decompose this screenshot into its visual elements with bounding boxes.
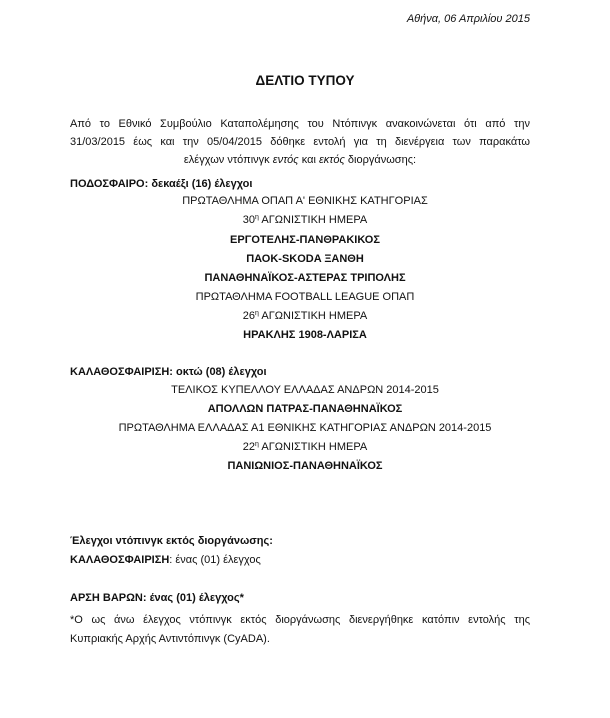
footnote-line-1: *Ο ως άνω έλεγχος ντόπινγκ εκτός διοργάνωσης διενεργήθηκε κατόπιν εντολής της [70, 614, 530, 626]
matchday-ordinal: η [255, 214, 259, 221]
matchday-number: 26 [242, 310, 256, 322]
basketball-cup: ΤΕΛΙΚΟΣ ΚΥΠΕΛΛΟΥ ΕΛΛΑΔΑΣ ΑΝΔΡΩΝ 2014-2015 [171, 384, 439, 396]
intro-emphasis-outside: εκτός [318, 154, 345, 166]
out-of-competition-heading: Έλεγχοι ντόπινγκ εκτός διοργάνωσης: [70, 535, 273, 547]
football-matchday-1 [0, 214, 610, 226]
football-match-2: ΠΑΟΚ-SKODA ΞΑΝΘΗ [246, 253, 364, 265]
intro-line-3 [70, 151, 530, 169]
intro-paragraph [70, 115, 530, 169]
matchday-number: 30 [242, 214, 256, 226]
football-match-1: ΕΡΓΟΤΕΛΗΣ-ΠΑΝΘΡΑΚΙΚΟΣ [230, 234, 380, 246]
intro-text: ελέγχων ντόπινγκ [183, 154, 273, 166]
weightlifting-heading: ΑΡΣΗ ΒΑΡΩΝ: ένας (01) έλεγχος* [70, 592, 244, 604]
basketball-match-1: ΑΠΟΛΛΩΝ ΠΑΤΡΑΣ-ΠΑΝΑΘΗΝΑΪΚΟΣ [207, 403, 403, 415]
matchday-label: ΑΓΩΝΙΣΤΙΚΗ ΗΜΕΡΑ [258, 441, 368, 453]
intro-line-2: 31/03/2015 έως και την 05/04/2015 δόθηκε εντολή για τη διενέργεια των παρακάτω [70, 136, 530, 148]
football-league-1: ΠΡΩΤΑΘΛΗΜΑ ΟΠΑΠ Α' ΕΘΝΙΚΗΣ ΚΑΤΗΓΟΡΙΑΣ [182, 195, 428, 207]
test-count: : ένας (01) έλεγχος [169, 554, 261, 566]
intro-line-1: Από το Εθνικό Συμβούλιο Καταπολέμησης του Ντόπινγκ ανακοινώνεται ότι από την [70, 118, 530, 130]
basketball-heading: ΚΑΛΑΘΟΣΦΑΙΡΙΣΗ: οκτώ (08) έλεγχοι [70, 366, 267, 378]
basketball-match-2: ΠΑΝΙΩΝΙΟΣ-ΠΑΝΑΘΗΝΑΪΚΟΣ [227, 460, 383, 472]
footnote-line-2: Κυπριακής Αρχής Αντιντόπινγκ (CyADA). [70, 633, 270, 645]
footnote [70, 611, 530, 649]
press-release-date: Αθήνα, 06 Απριλίου 2015 [406, 13, 530, 25]
football-match-4: ΗΡΑΚΛΗΣ 1908-ΛΑΡΙΣΑ [243, 329, 367, 341]
matchday-number: 22 [242, 441, 256, 453]
football-match-3: ΠΑΝΑΘΗΝΑΪΚΟΣ-ΑΣΤΕΡΑΣ ΤΡΙΠΟΛΗΣ [204, 272, 406, 284]
matchday-ordinal: η [255, 310, 259, 317]
intro-text: διοργάνωσης: [344, 154, 417, 166]
intro-emphasis-within: εντός [272, 154, 299, 166]
matchday-label: ΑΓΩΝΙΣΤΙΚΗ ΗΜΕΡΑ [258, 310, 368, 322]
football-league-2: ΠΡΩΤΑΘΛΗΜΑ FOOTBALL LEAGUE ΟΠΑΠ [195, 291, 415, 303]
sport-label: ΚΑΛΑΘΟΣΦΑΙΡΙΣΗ [70, 554, 170, 566]
matchday-ordinal: η [255, 441, 259, 448]
out-of-competition-basketball [70, 554, 261, 566]
football-matchday-2 [0, 310, 610, 322]
basketball-league: ΠΡΩΤΑΘΛΗΜΑ ΕΛΛΑΔΑΣ Α1 ΕΘΝΙΚΗΣ ΚΑΤΗΓΟΡΙΑΣ ΑΝΔΡΩΝ 2014-2015 [118, 422, 492, 434]
matchday-label: ΑΓΩΝΙΣΤΙΚΗ ΗΜΕΡΑ [258, 214, 368, 226]
intro-text: και [298, 154, 319, 166]
basketball-matchday [0, 441, 610, 453]
page-title: ΔΕΛΤΙΟ ΤΥΠΟΥ [255, 73, 355, 88]
football-heading: ΠΟΔΟΣΦΑΙΡΟ: δεκαέξι (16) έλεγχοι [70, 178, 253, 190]
